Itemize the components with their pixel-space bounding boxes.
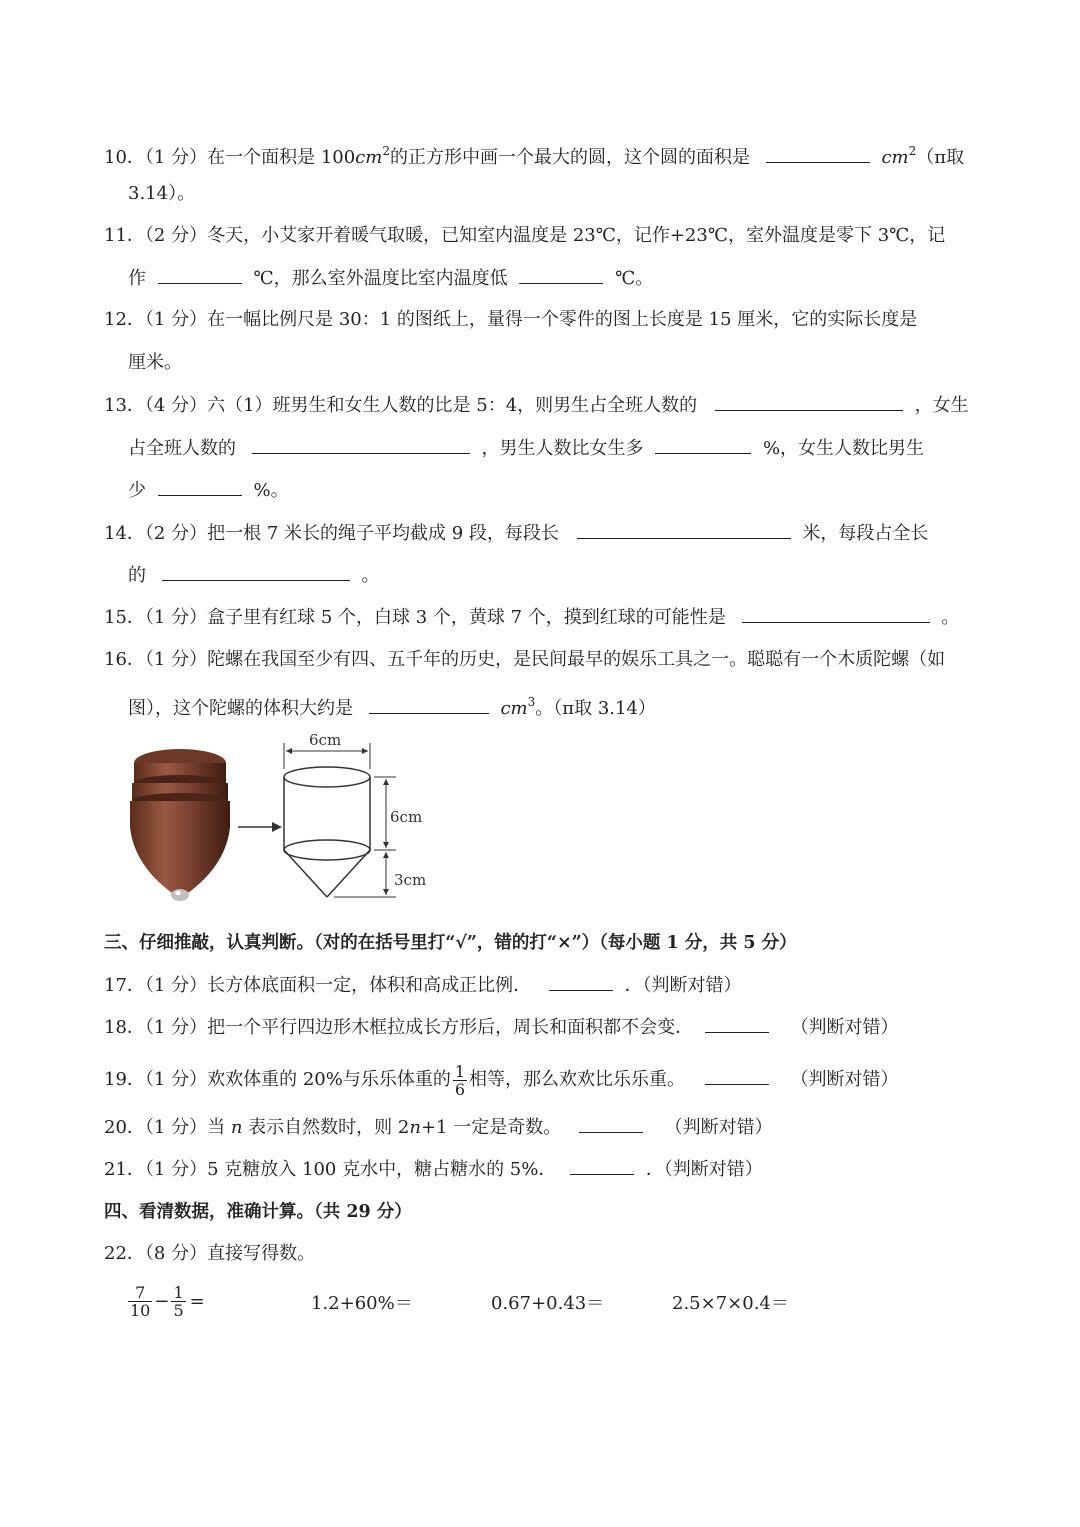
answer-blank[interactable] xyxy=(519,265,603,284)
question-10 xyxy=(104,138,964,171)
question-text: ．（判断对错） xyxy=(645,1159,763,1180)
fraction-seven-tenths xyxy=(128,1284,152,1319)
question-text: %。 xyxy=(253,480,289,501)
question-text: 在一幅比例尺是 30：1 的图纸上，量得一个零件的图上长度是 15 厘米，它的实际长度是 xyxy=(207,309,918,330)
question-text: 少 xyxy=(128,480,146,501)
unit: cm xyxy=(355,147,383,168)
equals-sign: = xyxy=(189,1291,205,1312)
answer-blank[interactable] xyxy=(655,435,751,454)
question-number: 17． xyxy=(104,975,145,996)
question-10-line2: 3.14）。 xyxy=(128,183,196,204)
question-text: +1 一定是奇数。 xyxy=(420,1117,562,1138)
section-total-score: 29 xyxy=(346,1202,371,1222)
answer-blank[interactable] xyxy=(705,1066,769,1085)
question-22 xyxy=(104,1241,315,1267)
answer-blank[interactable] xyxy=(549,972,613,991)
question-text: ℃，那么室外温度比室内温度低 xyxy=(253,268,508,289)
question-16 xyxy=(104,647,945,673)
question-text: ℃。 xyxy=(615,268,654,289)
question-text: 。（π取 3.14） xyxy=(535,698,656,719)
question-score: （2 分） xyxy=(144,225,208,246)
question-text: 六（1）班男生和女生人数的比是 5：4，则男生占全班人数的 xyxy=(207,395,698,416)
question-text: ，男生人数比女生多 xyxy=(481,438,644,459)
question-score: （1 分） xyxy=(144,975,208,996)
question-text: 的 xyxy=(128,565,146,586)
minus-sign: − xyxy=(154,1291,170,1312)
question-number: 16． xyxy=(104,649,145,670)
question-score: （1 分） xyxy=(144,649,208,670)
dimension-top-label: 6cm xyxy=(309,731,342,749)
unit: cm xyxy=(881,147,909,168)
question-text: 盒子里有红球 5 个，白球 3 个，黄球 7 个，摸到红球的可能性是 xyxy=(207,607,726,628)
question-text: 欢欢体重的 20%与乐乐体重的 xyxy=(207,1069,451,1090)
question-score: （1 分） xyxy=(144,309,208,330)
question-16-line2 xyxy=(128,689,656,722)
question-number: 18． xyxy=(104,1017,145,1038)
section-3-title: 三、仔细推敲，认真判断。（对的在括号里打“√”，错的打“×”）（每小题 1 分，共 5 分） xyxy=(104,933,797,953)
expression-2: 1.2+60%＝ xyxy=(311,1293,413,1314)
fraction-one-fifth xyxy=(171,1284,185,1319)
fraction-denominator: 10 xyxy=(130,1301,151,1320)
fraction-numerator: 7 xyxy=(128,1284,152,1302)
question-score: （1 分） xyxy=(144,1159,208,1180)
question-number: 20． xyxy=(104,1117,145,1138)
question-text: 相等，那么欢欢比乐乐重。 xyxy=(469,1069,686,1090)
question-score: （4 分） xyxy=(144,395,208,416)
question-score: （8 分） xyxy=(144,1243,208,1264)
question-17 xyxy=(104,972,742,999)
question-text: （判断对错） xyxy=(664,1117,773,1138)
question-score: （2 分） xyxy=(144,523,208,544)
fraction-denominator: 6 xyxy=(454,1079,466,1099)
question-text: （π取 xyxy=(916,147,965,168)
answer-blank[interactable] xyxy=(742,604,930,623)
answer-blank[interactable] xyxy=(162,562,350,581)
question-score: （1 分） xyxy=(144,1069,208,1090)
dimension-cylinder-label: 6cm xyxy=(390,808,423,826)
question-text: ，女生 xyxy=(914,395,969,416)
question-number: 21． xyxy=(104,1159,145,1180)
question-15 xyxy=(104,604,959,631)
question-13 xyxy=(104,392,969,419)
question-20 xyxy=(104,1114,773,1141)
question-text: 5 克糖放入 100 克水中，糖占糖水的 5%． xyxy=(207,1159,557,1180)
section-4-title xyxy=(104,1199,412,1225)
question-text: ．（判断对错） xyxy=(624,975,742,996)
question-score: （1 分） xyxy=(144,147,208,168)
question-18 xyxy=(104,1014,899,1041)
fraction-denominator: 5 xyxy=(173,1301,184,1320)
question-text: %，女生人数比男生 xyxy=(762,438,925,459)
expression-3: 0.67+0.43＝ xyxy=(491,1293,605,1314)
question-text: 。 xyxy=(361,565,380,586)
question-number: 15． xyxy=(104,607,145,628)
expression-4: 2.5×7×0.4＝ xyxy=(672,1293,789,1314)
question-text: 当 xyxy=(207,1117,226,1138)
unit: cm xyxy=(500,698,528,719)
answer-blank[interactable] xyxy=(579,1114,643,1133)
cylinder-cone-diagram xyxy=(284,743,396,897)
question-text: 在一个面积是 100 xyxy=(207,147,356,168)
answer-blank[interactable] xyxy=(252,435,470,454)
spinning-top-photo xyxy=(130,749,230,901)
dimension-arrowheads xyxy=(286,748,389,895)
variable-n: n xyxy=(409,1117,421,1138)
superscript: 2 xyxy=(382,144,390,158)
question-number: 19． xyxy=(104,1069,145,1090)
question-11 xyxy=(104,223,945,249)
question-19 xyxy=(104,1060,898,1100)
question-number: 14． xyxy=(104,523,145,544)
question-12-line2: 厘米。 xyxy=(128,352,182,373)
question-text: 直接写得数。 xyxy=(207,1243,316,1264)
question-14-line2 xyxy=(128,562,379,589)
expression-fraction-subtraction xyxy=(126,1284,205,1319)
answer-blank[interactable] xyxy=(705,1014,769,1033)
question-score: （1 分） xyxy=(144,607,208,628)
question-text: 占全班人数的 xyxy=(128,438,236,459)
question-14 xyxy=(104,520,928,547)
answer-blank[interactable] xyxy=(369,695,489,714)
question-21 xyxy=(104,1156,763,1183)
section-title-text: 四、看清数据，准确计算。（共 xyxy=(104,1202,347,1222)
question-number: 22． xyxy=(104,1243,145,1264)
fraction-numerator: 1 xyxy=(173,1283,184,1302)
question-13-line2 xyxy=(128,435,924,462)
answer-blank[interactable] xyxy=(158,477,242,496)
question-text: 作 xyxy=(128,268,146,289)
question-text: 长方体底面积一定，体积和高成正比例． xyxy=(207,975,532,996)
question-text: （判断对错） xyxy=(790,1017,899,1038)
arrow-right-icon xyxy=(238,822,282,832)
answer-blank[interactable] xyxy=(766,144,870,163)
question-number: 12． xyxy=(104,309,145,330)
fraction-one-sixth xyxy=(453,1063,467,1098)
question-number: 10． xyxy=(104,147,145,168)
superscript: 3 xyxy=(527,695,536,709)
question-number: 11． xyxy=(104,225,145,246)
question-number: 13． xyxy=(104,395,145,416)
answer-blank[interactable] xyxy=(158,265,242,284)
question-12 xyxy=(104,307,917,333)
question-13-line3 xyxy=(128,477,289,504)
question-text: 把一个平行四边形木框拉成长方形后，周长和面积都不会变． xyxy=(207,1017,694,1038)
answer-blank[interactable] xyxy=(715,392,903,411)
question-text: 冬天，小艾家开着暖气取暖，已知室内温度是 23℃，记作+23℃，室外温度是零下 3℃，记 xyxy=(207,225,946,246)
question-score: （1 分） xyxy=(144,1117,208,1138)
superscript: 2 xyxy=(908,144,917,158)
question-11-line2 xyxy=(128,265,653,292)
question-text: 把一根 7 米长的绳子平均截成 9 段，每段长 xyxy=(207,523,559,544)
dimension-cone-label: 3cm xyxy=(394,871,427,889)
section-title-text: 分） xyxy=(370,1202,412,1222)
spinning-top-figure xyxy=(120,725,450,915)
question-score: （1 分） xyxy=(144,1017,208,1038)
question-text: 米，每段占全长 xyxy=(802,523,929,544)
fraction-numerator: 1 xyxy=(454,1061,466,1081)
answer-blank[interactable] xyxy=(570,1156,634,1175)
question-text: 图），这个陀螺的体积大约是 xyxy=(128,698,353,719)
question-text: （判断对错） xyxy=(790,1069,899,1090)
question-text: 的正方形中画一个最大的圆，这个圆的面积是 xyxy=(389,147,750,168)
variable-n: n xyxy=(230,1117,243,1138)
question-text: 表示自然数时，则 2 xyxy=(248,1117,410,1138)
question-text: 陀螺在我国至少有四、五千年的历史，是民间最早的娱乐工具之一。聪聪有一个木质陀螺（如 xyxy=(207,649,946,670)
question-text: 。 xyxy=(941,607,960,628)
answer-blank[interactable] xyxy=(577,520,791,539)
